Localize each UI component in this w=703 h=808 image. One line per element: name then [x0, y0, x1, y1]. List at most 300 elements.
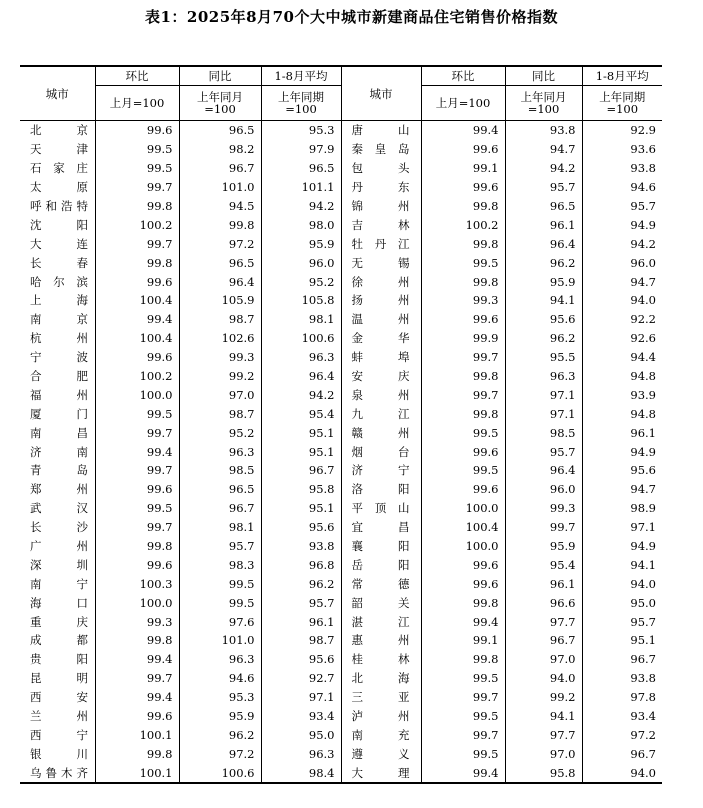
mom-left-cell: 99.4: [95, 688, 179, 707]
mom-left-cell: 99.4: [95, 442, 179, 461]
mom-right-cell: 99.1: [421, 159, 505, 178]
yoy-right-cell: 95.8: [505, 763, 582, 783]
mom-left-cell: 100.1: [95, 726, 179, 745]
table-row: [20, 707, 662, 726]
mom-right-cell: 99.1: [421, 631, 505, 650]
avg-left-cell: 98.0: [261, 215, 341, 234]
avg-right-cell: 92.9: [630, 123, 656, 138]
yoy-left-cell: 97.0: [179, 385, 261, 404]
table-row: [20, 348, 662, 367]
mom-right-cell: 100.2: [421, 215, 505, 234]
city-right-cell: 温 州: [341, 310, 421, 329]
avg-right-cell: 94.0: [630, 576, 656, 591]
city-left-cell: 兰 州: [20, 707, 95, 726]
mom-header-right: 环比: [421, 66, 505, 86]
yoy-left-cell: 94.6: [179, 669, 261, 688]
yoy-right-cell: 97.0: [505, 650, 582, 669]
yoy-right-cell: 99.7: [505, 518, 582, 537]
mom-left-cell: 100.4: [95, 291, 179, 310]
mom-left-cell: 99.7: [95, 518, 179, 537]
table-row: [20, 480, 662, 499]
mom-right-cell: 99.8: [421, 197, 505, 216]
avg-right-cell: 94.0: [630, 293, 656, 308]
table-row: [20, 499, 662, 518]
city-left-cell: 厦 门: [20, 404, 95, 423]
city-left-cell: 南 昌: [20, 423, 95, 442]
yoy-right-cell: 96.2: [505, 329, 582, 348]
city-right-cell: 丹 东: [341, 178, 421, 197]
mom-left-cell: 99.5: [95, 140, 179, 159]
avg-left-cell: 93.8: [261, 537, 341, 556]
mom-base-left: 上月=100: [95, 86, 179, 121]
mom-left-cell: 99.7: [95, 461, 179, 480]
yoy-left-cell: 96.3: [179, 650, 261, 669]
mom-right-cell: 99.8: [421, 367, 505, 386]
city-right-cell: 泸 州: [341, 707, 421, 726]
avg-right-cell: 94.0: [582, 763, 662, 783]
mom-left-cell: 99.6: [95, 121, 179, 140]
avg-right-cell: 93.6: [630, 142, 656, 157]
yoy-left-cell: 96.5: [179, 253, 261, 272]
avg-right-cell: 97.1: [630, 520, 656, 535]
mom-left-cell: 100.3: [95, 574, 179, 593]
avg-left-cell: 98.4: [261, 763, 341, 783]
mom-right-cell: 99.8: [421, 650, 505, 669]
avg-left-cell: 95.4: [261, 404, 341, 423]
mom-left-cell: 100.0: [95, 385, 179, 404]
avg-right-cell: 96.0: [630, 255, 656, 270]
table-row: [20, 423, 662, 442]
avg-right-cell: 92.2: [630, 312, 656, 327]
mom-left-cell: 99.4: [95, 310, 179, 329]
city-right-cell: 九 江: [341, 404, 421, 423]
yoy-right-cell: 96.7: [505, 631, 582, 650]
yoy-right-cell: 99.3: [505, 499, 582, 518]
city-left-cell: 武 汉: [20, 499, 95, 518]
avg-left-cell: 101.1: [261, 178, 341, 197]
city-left-cell: 郑 州: [20, 480, 95, 499]
avg-right-cell: 94.8: [630, 406, 656, 421]
avg-left-cell: 95.6: [261, 650, 341, 669]
city-right-cell: 岳 阳: [341, 555, 421, 574]
yoy-right-cell: 97.1: [505, 404, 582, 423]
yoy-left-cell: 97.2: [179, 234, 261, 253]
yoy-header-right: 同比: [505, 66, 582, 86]
yoy-left-cell: 98.7: [179, 404, 261, 423]
table-row: [20, 291, 662, 310]
mom-right-cell: 99.5: [421, 461, 505, 480]
city-left-cell: 长 沙: [20, 518, 95, 537]
yoy-right-cell: 95.6: [505, 310, 582, 329]
mom-right-cell: 99.6: [421, 178, 505, 197]
yoy-right-cell: 95.9: [505, 272, 582, 291]
avg-header-left: 1-8月平均: [261, 66, 341, 86]
yoy-left-cell: 96.7: [179, 499, 261, 518]
yoy-right-cell: 94.1: [505, 707, 582, 726]
avg-left-cell: 96.5: [261, 159, 341, 178]
mom-left-cell: 99.7: [95, 669, 179, 688]
avg-right-cell: 94.9: [630, 444, 656, 459]
yoy-left-cell: 96.7: [179, 159, 261, 178]
yoy-right-cell: 94.7: [505, 140, 582, 159]
mom-right-cell: 99.6: [421, 310, 505, 329]
yoy-right-cell: 93.8: [505, 121, 582, 140]
mom-right-cell: 99.6: [421, 442, 505, 461]
price-index-table: [20, 65, 662, 784]
avg-right-cell: 98.9: [630, 501, 656, 516]
city-header-right: 城市: [341, 66, 421, 121]
avg-right-cell: 95.6: [630, 463, 656, 478]
table-row: [20, 669, 662, 688]
avg-right-cell: 93.4: [630, 709, 656, 724]
table-row: [20, 593, 662, 612]
avg-right-cell: 94.9: [630, 217, 656, 232]
city-left-cell: 西 宁: [20, 726, 95, 745]
city-right-cell: 蚌 埠: [341, 348, 421, 367]
mom-right-cell: 99.6: [421, 480, 505, 499]
mom-left-cell: 99.8: [95, 744, 179, 763]
city-right-cell: 三 亚: [341, 688, 421, 707]
yoy-right-cell: 95.7: [505, 178, 582, 197]
city-left-cell: 重 庆: [20, 612, 95, 631]
yoy-right-cell: 96.6: [505, 593, 582, 612]
avg-right-cell: 94.1: [630, 557, 656, 572]
avg-left-cell: 95.1: [261, 442, 341, 461]
table-row: [20, 404, 662, 423]
avg-right-cell: 94.2: [630, 236, 656, 251]
yoy-right-cell: 98.5: [505, 423, 582, 442]
avg-right-cell: 95.1: [630, 633, 656, 648]
city-right-cell: 金 华: [341, 329, 421, 348]
mom-right-cell: 100.0: [421, 499, 505, 518]
yoy-right-cell: 94.1: [505, 291, 582, 310]
city-left-cell: 福 州: [20, 385, 95, 404]
city-right-cell: 湛 江: [341, 612, 421, 631]
city-left-cell: 长 春: [20, 253, 95, 272]
table-row: [20, 518, 662, 537]
mom-left-cell: 99.5: [95, 159, 179, 178]
yoy-left-cell: 99.5: [179, 593, 261, 612]
yoy-left-cell: 96.2: [179, 726, 261, 745]
yoy-right-cell: 96.1: [505, 574, 582, 593]
yoy-right-cell: 94.2: [505, 159, 582, 178]
city-right-cell: 泉 州: [341, 385, 421, 404]
table-row: [20, 744, 662, 763]
avg-left-cell: 93.4: [261, 707, 341, 726]
table-title: 表1：2025年8月70个大中城市新建商品住宅销售价格指数: [145, 8, 558, 26]
mom-left-cell: 99.6: [95, 272, 179, 291]
city-left-cell: 太 原: [20, 178, 95, 197]
city-left-cell: 合 肥: [20, 367, 95, 386]
city-left-cell: 沈 阳: [20, 215, 95, 234]
city-left-cell: 南 京: [20, 310, 95, 329]
yoy-right-cell: 96.3: [505, 367, 582, 386]
city-header-left: 城市: [20, 66, 95, 121]
avg-right-cell: 96.1: [630, 425, 656, 440]
mom-left-cell: 100.4: [95, 329, 179, 348]
mom-right-cell: 99.8: [421, 593, 505, 612]
city-right-cell: 韶 关: [341, 593, 421, 612]
avg-right-cell: 93.8: [630, 161, 656, 176]
avg-left-cell: 98.1: [261, 310, 341, 329]
yoy-left-cell: 99.3: [179, 348, 261, 367]
yoy-right-cell: 96.4: [505, 234, 582, 253]
table-row: [20, 442, 662, 461]
mom-left-cell: 99.6: [95, 480, 179, 499]
avg-left-cell: 95.9: [261, 234, 341, 253]
avg-left-cell: 96.8: [261, 555, 341, 574]
city-left-cell: 贵 阳: [20, 650, 95, 669]
city-left-cell: 济 南: [20, 442, 95, 461]
avg-left-cell: 95.6: [261, 518, 341, 537]
yoy-left-cell: 96.4: [179, 272, 261, 291]
yoy-right-cell: 97.7: [505, 726, 582, 745]
yoy-left-cell: 99.2: [179, 367, 261, 386]
mom-left-cell: 99.6: [95, 555, 179, 574]
city-right-cell: 唐 山: [341, 121, 421, 140]
yoy-right-cell: 97.7: [505, 612, 582, 631]
yoy-left-cell: 98.5: [179, 461, 261, 480]
avg-right-cell: 95.7: [630, 614, 656, 629]
mom-right-cell: 99.5: [421, 253, 505, 272]
city-left-cell: 宁 波: [20, 348, 95, 367]
mom-right-cell: 99.5: [421, 744, 505, 763]
avg-right-cell: 93.8: [630, 671, 656, 686]
table-row: [20, 159, 662, 178]
mom-right-cell: 99.9: [421, 329, 505, 348]
avg-left-cell: 100.6: [261, 329, 341, 348]
yoy-left-cell: 98.1: [179, 518, 261, 537]
avg-right-cell: 96.7: [630, 652, 656, 667]
avg-right-cell: 94.6: [630, 180, 656, 195]
yoy-left-cell: 95.2: [179, 423, 261, 442]
yoy-left-cell: 95.9: [179, 707, 261, 726]
table-row: [20, 537, 662, 556]
city-left-cell: 海 口: [20, 593, 95, 612]
table-row: [20, 253, 662, 272]
city-right-cell: 襄 阳: [341, 537, 421, 556]
yoy-left-cell: 99.5: [179, 574, 261, 593]
city-left-cell: 青 岛: [20, 461, 95, 480]
city-left-cell: 呼和浩特: [20, 197, 95, 216]
yoy-header-left: 同比: [179, 66, 261, 86]
yoy-base-right: 上年同月 =100: [505, 86, 582, 121]
avg-left-cell: 96.2: [261, 574, 341, 593]
mom-right-cell: 100.0: [421, 537, 505, 556]
city-right-cell: 扬 州: [341, 291, 421, 310]
avg-left-cell: 95.2: [261, 272, 341, 291]
yoy-left-cell: 98.2: [179, 140, 261, 159]
city-right-cell: 大 理: [341, 763, 421, 783]
mom-right-cell: 99.4: [421, 612, 505, 631]
yoy-right-cell: 95.4: [505, 555, 582, 574]
avg-right-cell: 94.9: [630, 539, 656, 554]
city-left-cell: 石 家 庄: [20, 159, 95, 178]
mom-right-cell: 99.8: [421, 404, 505, 423]
mom-right-cell: 99.7: [421, 348, 505, 367]
city-left-cell: 广 州: [20, 537, 95, 556]
avg-left-cell: 96.3: [261, 744, 341, 763]
yoy-left-cell: 100.6: [179, 763, 261, 783]
city-right-cell: 常 德: [341, 574, 421, 593]
table-row: [20, 726, 662, 745]
avg-left-cell: 94.2: [261, 385, 341, 404]
mom-right-cell: 99.8: [421, 234, 505, 253]
table-row: [20, 650, 662, 669]
mom-left-cell: 99.5: [95, 404, 179, 423]
yoy-left-cell: 97.2: [179, 744, 261, 763]
avg-left-cell: 95.8: [261, 480, 341, 499]
yoy-left-cell: 105.9: [179, 291, 261, 310]
mom-base-right: 上月=100: [421, 86, 505, 121]
yoy-right-cell: 95.7: [505, 442, 582, 461]
avg-right-cell: 97.2: [630, 727, 656, 742]
yoy-left-cell: 95.3: [179, 688, 261, 707]
mom-right-cell: 99.6: [421, 555, 505, 574]
avg-right-cell: 95.0: [630, 595, 656, 610]
table-row: [20, 631, 662, 650]
mom-right-cell: 100.4: [421, 518, 505, 537]
city-left-cell: 西 安: [20, 688, 95, 707]
avg-left-cell: 94.2: [261, 197, 341, 216]
city-right-cell: 桂 林: [341, 650, 421, 669]
avg-base-right: 上年同期 =100: [582, 86, 662, 121]
mom-left-cell: 99.3: [95, 612, 179, 631]
yoy-right-cell: 95.9: [505, 537, 582, 556]
yoy-right-cell: 96.1: [505, 215, 582, 234]
yoy-left-cell: 96.5: [179, 480, 261, 499]
city-right-cell: 包 头: [341, 159, 421, 178]
yoy-left-cell: 99.8: [179, 215, 261, 234]
city-right-cell: 遵 义: [341, 744, 421, 763]
avg-left-cell: 105.8: [261, 291, 341, 310]
mom-right-cell: 99.7: [421, 688, 505, 707]
avg-left-cell: 95.1: [261, 423, 341, 442]
avg-left-cell: 95.3: [261, 121, 341, 140]
city-left-cell: 深 圳: [20, 555, 95, 574]
table-row: [20, 310, 662, 329]
avg-left-cell: 96.1: [261, 612, 341, 631]
yoy-right-cell: 96.2: [505, 253, 582, 272]
avg-right-cell: 94.4: [630, 350, 656, 365]
mom-right-cell: 99.5: [421, 669, 505, 688]
city-right-cell: 宜 昌: [341, 518, 421, 537]
mom-left-cell: 100.2: [95, 215, 179, 234]
avg-left-cell: 98.7: [261, 631, 341, 650]
yoy-left-cell: 98.7: [179, 310, 261, 329]
table-row: [20, 234, 662, 253]
yoy-left-cell: 97.6: [179, 612, 261, 631]
table-row: [20, 215, 662, 234]
mom-right-cell: 99.6: [421, 574, 505, 593]
avg-right-cell: 94.8: [630, 369, 656, 384]
city-left-cell: 上 海: [20, 291, 95, 310]
city-left-cell: 南 宁: [20, 574, 95, 593]
table-row: [20, 367, 662, 386]
table-row: [20, 178, 662, 197]
avg-right-cell: 93.9: [630, 387, 656, 402]
city-left-cell: 乌鲁木齐: [20, 763, 95, 783]
mom-right-cell: 99.5: [421, 707, 505, 726]
yoy-left-cell: 101.0: [179, 178, 261, 197]
yoy-right-cell: 96.4: [505, 461, 582, 480]
city-left-cell: 银 川: [20, 744, 95, 763]
mom-right-cell: 99.6: [421, 140, 505, 159]
city-right-cell: 北 海: [341, 669, 421, 688]
city-right-cell: 烟 台: [341, 442, 421, 461]
yoy-left-cell: 96.5: [179, 121, 261, 140]
avg-base-left: 上年同期 =100: [261, 86, 341, 121]
table-row: [20, 763, 662, 783]
yoy-left-cell: 94.5: [179, 197, 261, 216]
yoy-base-left: 上年同月 =100: [179, 86, 261, 121]
table-row: [20, 612, 662, 631]
mom-left-cell: 100.1: [95, 763, 179, 783]
yoy-right-cell: 97.0: [505, 744, 582, 763]
avg-right-cell: 96.7: [630, 746, 656, 761]
avg-right-cell: 94.7: [630, 274, 656, 289]
table-row: [20, 197, 662, 216]
city-left-cell: 昆 明: [20, 669, 95, 688]
city-right-cell: 秦 皇 岛: [341, 140, 421, 159]
city-right-cell: 徐 州: [341, 272, 421, 291]
mom-left-cell: 99.6: [95, 707, 179, 726]
yoy-right-cell: 99.2: [505, 688, 582, 707]
table-row: [20, 555, 662, 574]
mom-left-cell: 99.8: [95, 197, 179, 216]
mom-right-cell: 99.8: [421, 272, 505, 291]
avg-left-cell: 95.0: [261, 726, 341, 745]
avg-header-right: 1-8月平均: [582, 66, 662, 86]
table-row: [20, 272, 662, 291]
city-right-cell: 无 锡: [341, 253, 421, 272]
avg-left-cell: 96.4: [261, 367, 341, 386]
mom-left-cell: 99.8: [95, 253, 179, 272]
table-row: [20, 140, 662, 159]
table-row: [20, 688, 662, 707]
avg-left-cell: 96.0: [261, 253, 341, 272]
yoy-right-cell: 96.0: [505, 480, 582, 499]
city-right-cell: 南 充: [341, 726, 421, 745]
city-right-cell: 锦 州: [341, 197, 421, 216]
mom-left-cell: 100.0: [95, 593, 179, 612]
avg-right-cell: 95.7: [630, 199, 656, 213]
mom-left-cell: 100.2: [95, 367, 179, 386]
city-right-cell: 洛 阳: [341, 480, 421, 499]
yoy-right-cell: 95.5: [505, 348, 582, 367]
city-left-cell: 成 都: [20, 631, 95, 650]
avg-left-cell: 97.1: [261, 688, 341, 707]
yoy-left-cell: 102.6: [179, 329, 261, 348]
avg-left-cell: 96.7: [261, 461, 341, 480]
yoy-right-cell: 97.1: [505, 385, 582, 404]
mom-right-cell: 99.7: [421, 726, 505, 745]
mom-right-cell: 99.5: [421, 423, 505, 442]
avg-left-cell: 97.9: [261, 140, 341, 159]
table-row: [20, 121, 662, 140]
mom-left-cell: 99.8: [95, 631, 179, 650]
city-right-cell: 惠 州: [341, 631, 421, 650]
avg-left-cell: 92.7: [261, 669, 341, 688]
mom-left-cell: 99.4: [95, 650, 179, 669]
yoy-right-cell: 96.5: [505, 197, 582, 216]
mom-right-cell: 99.7: [421, 385, 505, 404]
avg-left-cell: 95.1: [261, 499, 341, 518]
yoy-left-cell: 101.0: [179, 631, 261, 650]
table-row: [20, 574, 662, 593]
city-left-cell: 北 京: [20, 121, 95, 140]
avg-right-cell: 92.6: [630, 331, 656, 346]
